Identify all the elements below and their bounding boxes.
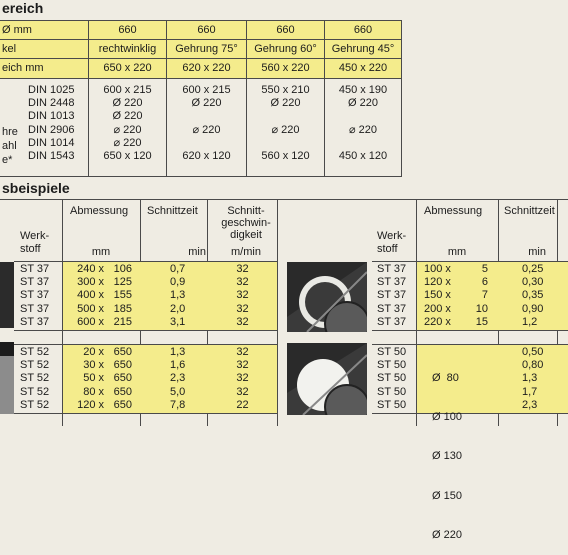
material-cell: ST 37 [377, 315, 407, 328]
material-cell: ST 50 [377, 372, 407, 385]
header-werkstoff: Werk- stoff [20, 230, 50, 255]
col-angle: Gehrung 45° [331, 43, 395, 55]
dimension-cell: 6 [481, 276, 488, 289]
material-cell: ST 50 [377, 398, 407, 411]
din-label: DIN 2906 [28, 123, 75, 136]
din-label: DIN 1543 [28, 149, 75, 162]
side-label: hre [2, 126, 18, 138]
steel-profile-icon [0, 262, 14, 328]
dimension-cell: Ø 220 [432, 528, 462, 541]
dimension-cell: 150 x [424, 289, 451, 302]
header-abmessung-unit-right: mm [447, 246, 467, 258]
din-value [247, 137, 324, 150]
material-cell: ST 52 [20, 372, 50, 385]
material-cell: ST 50 [377, 359, 407, 372]
table-border [0, 20, 402, 21]
dimension-cell: 120 x [77, 398, 104, 411]
table-border [372, 344, 568, 345]
time-cell: 1,2 [522, 315, 538, 328]
round-bar-cut-icon [287, 343, 367, 415]
row-label-diameter: Ø mm [2, 24, 32, 36]
steel-bar-icon [0, 342, 14, 414]
din-value: Ø 220 [191, 97, 222, 110]
dimension-cell: 650 [113, 385, 132, 398]
din-value: Ø 220 [348, 97, 378, 110]
speed-cell: 32 [236, 263, 249, 275]
material-cell: ST 52 [20, 346, 50, 358]
material-cell: ST 37 [377, 263, 407, 275]
table-border [372, 413, 568, 414]
din-values-col2 [167, 84, 246, 163]
material-cell: ST 37 [20, 302, 50, 315]
material-cell: ST 52 [20, 398, 50, 411]
table-border [0, 199, 568, 200]
din-value [167, 137, 246, 150]
header-geschwindigkeit-unit: m/min [231, 246, 261, 258]
table-border [14, 344, 278, 345]
dimension-cell: Ø 150 [432, 489, 462, 502]
table-border [372, 261, 568, 262]
din-value: 600 x 215 [103, 84, 152, 96]
section-heading-bereich: ereich [2, 0, 44, 16]
header-abmessung-right: Abmessung [424, 205, 483, 217]
dimension-cell: 106 [113, 263, 132, 275]
dimension-cell: 10 [475, 302, 488, 315]
din-value: 550 x 210 [261, 84, 310, 96]
din-value: Ø 220 [112, 110, 143, 123]
right-g2-time [522, 346, 543, 412]
right-g1-material [377, 263, 406, 329]
din-label: DIN 1014 [28, 136, 75, 149]
dimension-cell: 100 x [424, 263, 451, 275]
din-list [28, 84, 74, 163]
time-cell: 5,0 [170, 385, 186, 398]
dimension-cell: 20 x [83, 346, 104, 358]
time-cell: 2,3 [170, 372, 186, 385]
table-border [0, 58, 402, 59]
time-cell: 0,50 [522, 346, 544, 358]
header-werkstoff-right: Werk- stoff [377, 230, 407, 255]
header-schnittzeit-unit-right: min [528, 246, 546, 258]
din-label: DIN 1025 [28, 84, 75, 96]
speed-cell: 32 [236, 302, 249, 315]
table-border [0, 176, 402, 177]
left-g2-dim-b [106, 346, 132, 412]
dimension-cell: 185 [113, 302, 132, 315]
time-cell: 2,0 [170, 302, 186, 315]
right-g1-dim-a [424, 263, 451, 329]
time-cell: 1,3 [170, 346, 186, 358]
left-g1-time [170, 263, 185, 329]
left-g2-speed [208, 346, 277, 412]
time-cell: 7,8 [170, 398, 186, 411]
material-cell: ST 50 [377, 385, 407, 398]
col-diameter: 660 [353, 24, 373, 36]
time-cell: 0,80 [522, 359, 544, 372]
din-value: Ø 220 [270, 97, 301, 110]
side-label: ahl [2, 140, 17, 152]
dimension-cell: 300 x [77, 276, 104, 289]
dimension-cell: 50 x [83, 372, 104, 385]
row-label-range: eich mm [2, 62, 44, 74]
speed-cell: 32 [236, 372, 249, 385]
section-heading-beispiele: sbeispiele [2, 180, 70, 196]
left-g2-dim-a [64, 346, 104, 412]
material-cell: ST 37 [377, 289, 407, 302]
header-abmessung-unit: mm [91, 246, 111, 258]
din-value: ⌀ 220 [271, 123, 300, 136]
header-schnittzeit: Schnittzeit [147, 205, 198, 217]
table-border [277, 199, 278, 426]
din-value: ⌀ 220 [113, 123, 142, 136]
time-cell: 0,9 [170, 276, 186, 289]
time-cell: 1,3 [170, 289, 186, 302]
dimension-cell: 650 [113, 359, 132, 372]
dimension-cell: Ø 100 [432, 411, 462, 424]
material-cell: ST 52 [20, 385, 50, 398]
time-cell: 0,90 [522, 302, 544, 315]
time-cell: 0,7 [170, 263, 186, 275]
table-border [401, 20, 402, 177]
right-g1-dim-b [462, 263, 488, 329]
din-value [167, 110, 246, 123]
left-g2-material [20, 346, 49, 412]
din-value: 450 x 190 [338, 84, 388, 96]
col-angle: Gehrung 75° [175, 43, 238, 55]
dimension-cell: Ø 80 [432, 372, 459, 384]
time-cell: 1,6 [170, 359, 186, 372]
header-schnittzeit-unit: min [188, 246, 206, 258]
col-diameter: 660 [197, 24, 216, 36]
dimension-cell: 15 [475, 315, 488, 328]
speed-cell: 32 [236, 276, 249, 289]
dimension-cell: 600 x [77, 315, 104, 328]
material-cell: ST 37 [377, 302, 407, 315]
dimension-cell: 200 x [424, 302, 451, 315]
dimension-cell: 80 x [83, 385, 104, 398]
col-diameter: 660 [276, 24, 295, 36]
col-range: 560 x 220 [261, 62, 310, 74]
speed-cell: 32 [236, 315, 249, 328]
table-border [14, 413, 278, 414]
left-g2-time [170, 346, 185, 412]
din-value: 650 x 120 [103, 149, 152, 162]
material-cell: ST 37 [20, 276, 50, 289]
speed-cell: 32 [236, 385, 249, 398]
dimension-cell: 30 x [83, 359, 104, 372]
dimension-cell: 5 [481, 263, 488, 275]
material-cell: ST 37 [20, 289, 50, 302]
din-value: 560 x 120 [261, 149, 310, 162]
din-values-col3 [247, 84, 324, 163]
dimension-cell: 650 [113, 398, 132, 411]
left-g1-material [20, 263, 49, 329]
dimension-cell: 7 [481, 289, 488, 302]
time-cell: 1,3 [522, 372, 538, 385]
din-value [325, 137, 401, 150]
left-g1-dim-b [106, 263, 132, 329]
material-cell: ST 37 [20, 263, 50, 275]
table-border [14, 330, 278, 331]
din-values-col1 [89, 84, 166, 163]
din-value: ⌀ 220 [113, 136, 142, 149]
right-g2-material [377, 346, 406, 412]
right-g2-dim [432, 346, 462, 555]
dimension-cell: 125 [113, 276, 132, 289]
time-cell: 0,25 [522, 263, 544, 275]
din-value: ⌀ 220 [348, 123, 378, 136]
col-angle: rechtwinklig [98, 43, 157, 55]
col-range: 620 x 220 [182, 62, 231, 74]
table-border [0, 78, 402, 79]
speed-cell: 32 [236, 359, 249, 372]
din-label: DIN 1013 [28, 110, 75, 123]
din-value: 600 x 215 [182, 84, 231, 96]
left-g1-speed [208, 263, 277, 329]
dimension-cell: 400 x [77, 289, 104, 302]
header-geschwindigkeit: Schnitt- geschwin- digkeit [221, 205, 271, 241]
din-value: ⌀ 220 [192, 123, 221, 136]
dimension-cell: 155 [113, 289, 132, 302]
table-border [0, 39, 402, 40]
speed-cell: 32 [236, 289, 249, 302]
din-value: 450 x 120 [338, 149, 388, 162]
material-cell: ST 37 [377, 276, 407, 289]
col-range: 450 x 220 [338, 62, 388, 74]
speed-cell: 32 [236, 346, 249, 358]
din-value [247, 110, 324, 123]
dimension-cell: 650 [113, 372, 132, 385]
row-label-angle: kel [2, 43, 17, 55]
din-value: 620 x 120 [182, 149, 231, 162]
right-g1-time [522, 263, 543, 329]
time-cell: 0,35 [522, 289, 544, 302]
dimension-cell: 215 [113, 315, 132, 328]
col-angle: Gehrung 60° [254, 43, 317, 55]
col-range: 650 x 220 [103, 62, 152, 74]
din-value [325, 110, 401, 123]
side-label: e* [2, 154, 13, 166]
speed-cell: 22 [236, 398, 249, 411]
material-cell: ST 37 [20, 315, 50, 328]
din-value: Ø 220 [112, 97, 143, 110]
col-diameter: 660 [118, 24, 137, 36]
dimension-cell: Ø 130 [432, 450, 462, 463]
left-g1-dim-a [64, 263, 104, 329]
dimension-cell: 120 x [424, 276, 451, 289]
time-cell: 3,1 [170, 315, 186, 328]
din-label: DIN 2448 [28, 97, 75, 110]
material-cell: ST 50 [377, 346, 407, 358]
dimension-cell: 220 x [424, 315, 451, 328]
time-cell: 1,7 [522, 385, 538, 398]
material-cell: ST 52 [20, 359, 50, 372]
dimension-cell: 240 x [77, 263, 104, 275]
time-cell: 2,3 [522, 398, 538, 411]
dimension-cell: 500 x [77, 302, 104, 315]
din-values-col4 [325, 84, 401, 163]
header-schnittzeit-right: Schnittzeit [504, 205, 555, 217]
header-abmessung: Abmessung [70, 205, 129, 217]
table-border [14, 261, 278, 262]
dimension-cell: 650 [113, 346, 132, 358]
tube-cut-icon [287, 262, 367, 332]
table-border [372, 330, 568, 331]
time-cell: 0,30 [522, 276, 544, 289]
